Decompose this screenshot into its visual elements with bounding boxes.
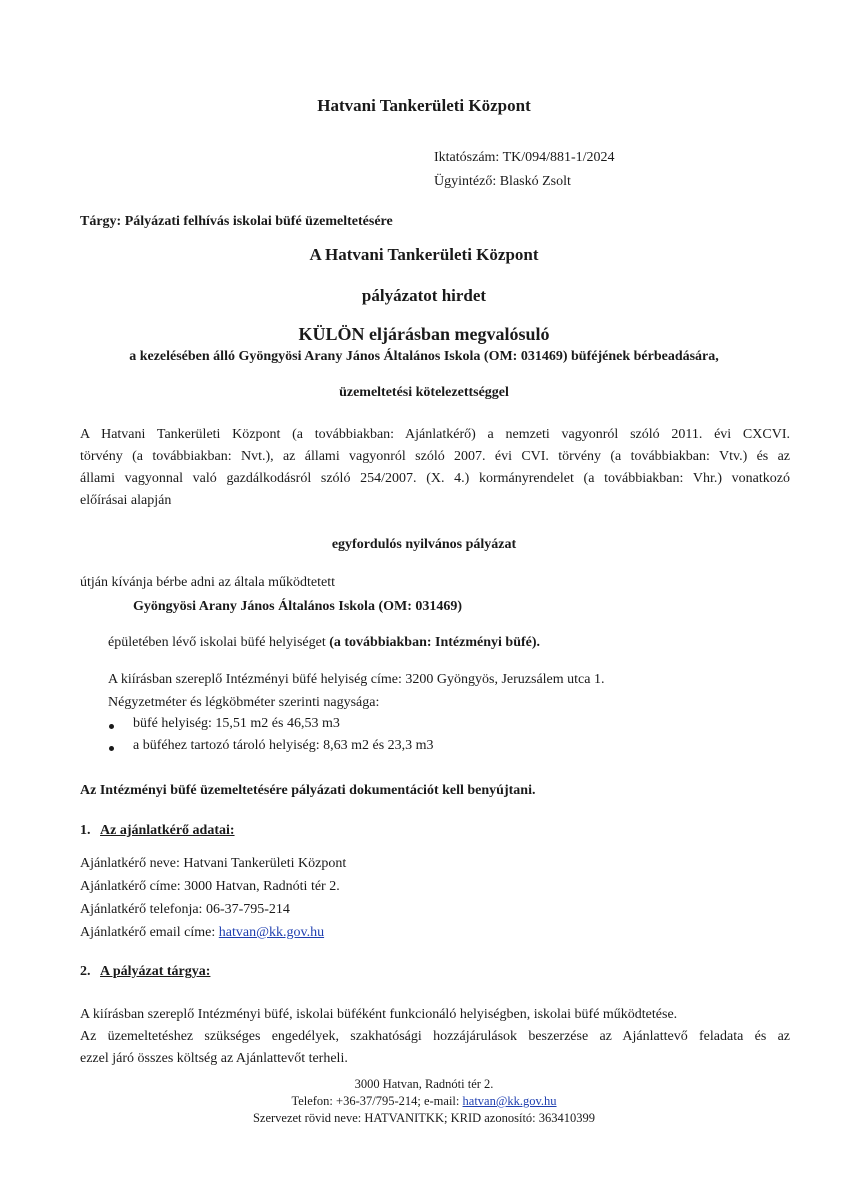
section1-title: Az ajánlatkérő adatai:	[100, 823, 235, 838]
intro-line: előírásai alapján	[80, 493, 172, 508]
officer-name: Blaskó Zsolt	[499, 174, 571, 189]
section2-line: Az üzemeltetéshez szükséges engedélyek, szakhatósági hozzájárulások beszerzése az Ajánlattevő feladata és az	[80, 1029, 790, 1044]
building-bold: (a továbbiakban: Intézményi büfé).	[329, 635, 541, 650]
section1-heading	[80, 823, 235, 839]
bullet-icon	[109, 724, 114, 729]
footer-email-link[interactable]: hatvan@kk.gov.hu	[462, 1094, 557, 1108]
building-text: épületében lévő iskolai büfé helyiséget	[108, 635, 326, 650]
section2-title: A pályázat tárgya:	[100, 964, 211, 979]
building-line	[108, 635, 540, 651]
subject-text: Pályázati felhívás iskolai büfé üzemeltetésére	[124, 214, 393, 229]
footer-short-name: Szervezet rövid neve: HATVANITKK; KRID azonosító: 363410399	[252, 1111, 596, 1125]
section1-line: Ajánlatkérő címe: 3000 Hatvan, Radnóti tér 2.	[80, 879, 340, 894]
address-line: A kiírásban szereplő Intézményi büfé helyiség címe: 3200 Gyöngyös, Jeruzsálem utca 1.	[108, 672, 605, 687]
bullet-item: a büféhez tartozó tároló helyiség: 8,63 m2 és 23,3 m3	[133, 738, 434, 753]
intro-line: állami vagyonnal való gazdálkodásról szóló 254/2007. (X. 4.) kormányrendelet (a továbbiakban: Vhr.) vonatkozó	[80, 471, 790, 486]
registration-label: Iktatószám:	[434, 150, 500, 165]
subject-line	[80, 214, 393, 230]
requester-email-link[interactable]: hatvan@kk.gov.hu	[218, 925, 325, 940]
subject-label: Tárgy:	[80, 214, 122, 229]
bullet-icon	[109, 746, 114, 751]
section2-line: A kiírásban szereplő Intézményi büfé, iskolai büféként funkcionáló helyiségben, iskolai büfé működtetése.	[80, 1007, 678, 1022]
lease-intro: útján kívánja bérbe adni az általa működtetett	[80, 575, 336, 590]
registration-value: TK/094/881-1/2024	[502, 150, 615, 165]
size-line: Négyzetméter és légköbméter szerinti nagysága:	[108, 695, 380, 710]
announcement-line5: üzemeltetési kötelezettséggel	[339, 385, 509, 400]
intro-line: A Hatvani Tankerületi Központ (a továbbiakban: Ajánlatkérő) a nemzeti vagyonról szóló 2011. évi CXCVI.	[80, 427, 790, 442]
section1-email-label: Ajánlatkérő email címe:	[80, 925, 216, 940]
section1-line: Ajánlatkérő neve: Hatvani Tankerületi Központ	[80, 856, 347, 871]
announcement-line2: pályázatot hirdet	[361, 286, 487, 305]
footer-contact	[0, 1094, 848, 1109]
intro-line: törvény (a továbbiakban: Nvt.), az állami vagyonról szóló 2007. évi CVI. törvény (a továbbiakban: Vtv.) és az	[80, 449, 790, 464]
announcement-line4: a kezelésében álló Gyöngyösi Arany János Általános Iskola (OM: 031469) büféjének bérbeadására,	[129, 349, 719, 364]
section2-number: 2.	[80, 964, 91, 979]
section2-heading	[80, 964, 210, 980]
officer-label: Ügyintéző:	[434, 174, 497, 189]
announcement-line3: KÜLÖN eljárásban megvalósuló	[298, 324, 550, 344]
registration-number	[434, 150, 615, 166]
announcement-line1: A Hatvani Tankerületi Központ	[309, 245, 539, 264]
tender-type: egyfordulós nyilvános pályázat	[331, 537, 517, 552]
bullet-item: büfé helyiség: 15,51 m2 és 46,53 m3	[133, 716, 340, 731]
school-name: Gyöngyösi Arany János Általános Iskola (OM: 031469)	[133, 599, 463, 614]
footer-contact-prefix: Telefon: +36-37/795-214; e-mail:	[291, 1094, 460, 1108]
section1-email-line	[80, 925, 324, 941]
footer-address: 3000 Hatvan, Radnóti tér 2.	[354, 1077, 494, 1091]
officer	[434, 174, 571, 190]
section2-line: ezzel járó összes költség az Ajánlattevőt terheli.	[80, 1051, 348, 1066]
organization-title: Hatvani Tankerületi Központ	[317, 96, 531, 115]
section1-line: Ajánlatkérő telefonja: 06-37-795-214	[80, 902, 290, 917]
section1-number: 1.	[80, 823, 91, 838]
doc-requirement: Az Intézményi büfé üzemeltetésére pályázati dokumentációt kell benyújtani.	[80, 783, 536, 798]
intro-paragraph	[80, 424, 790, 512]
section2-paragraph	[80, 1004, 790, 1070]
